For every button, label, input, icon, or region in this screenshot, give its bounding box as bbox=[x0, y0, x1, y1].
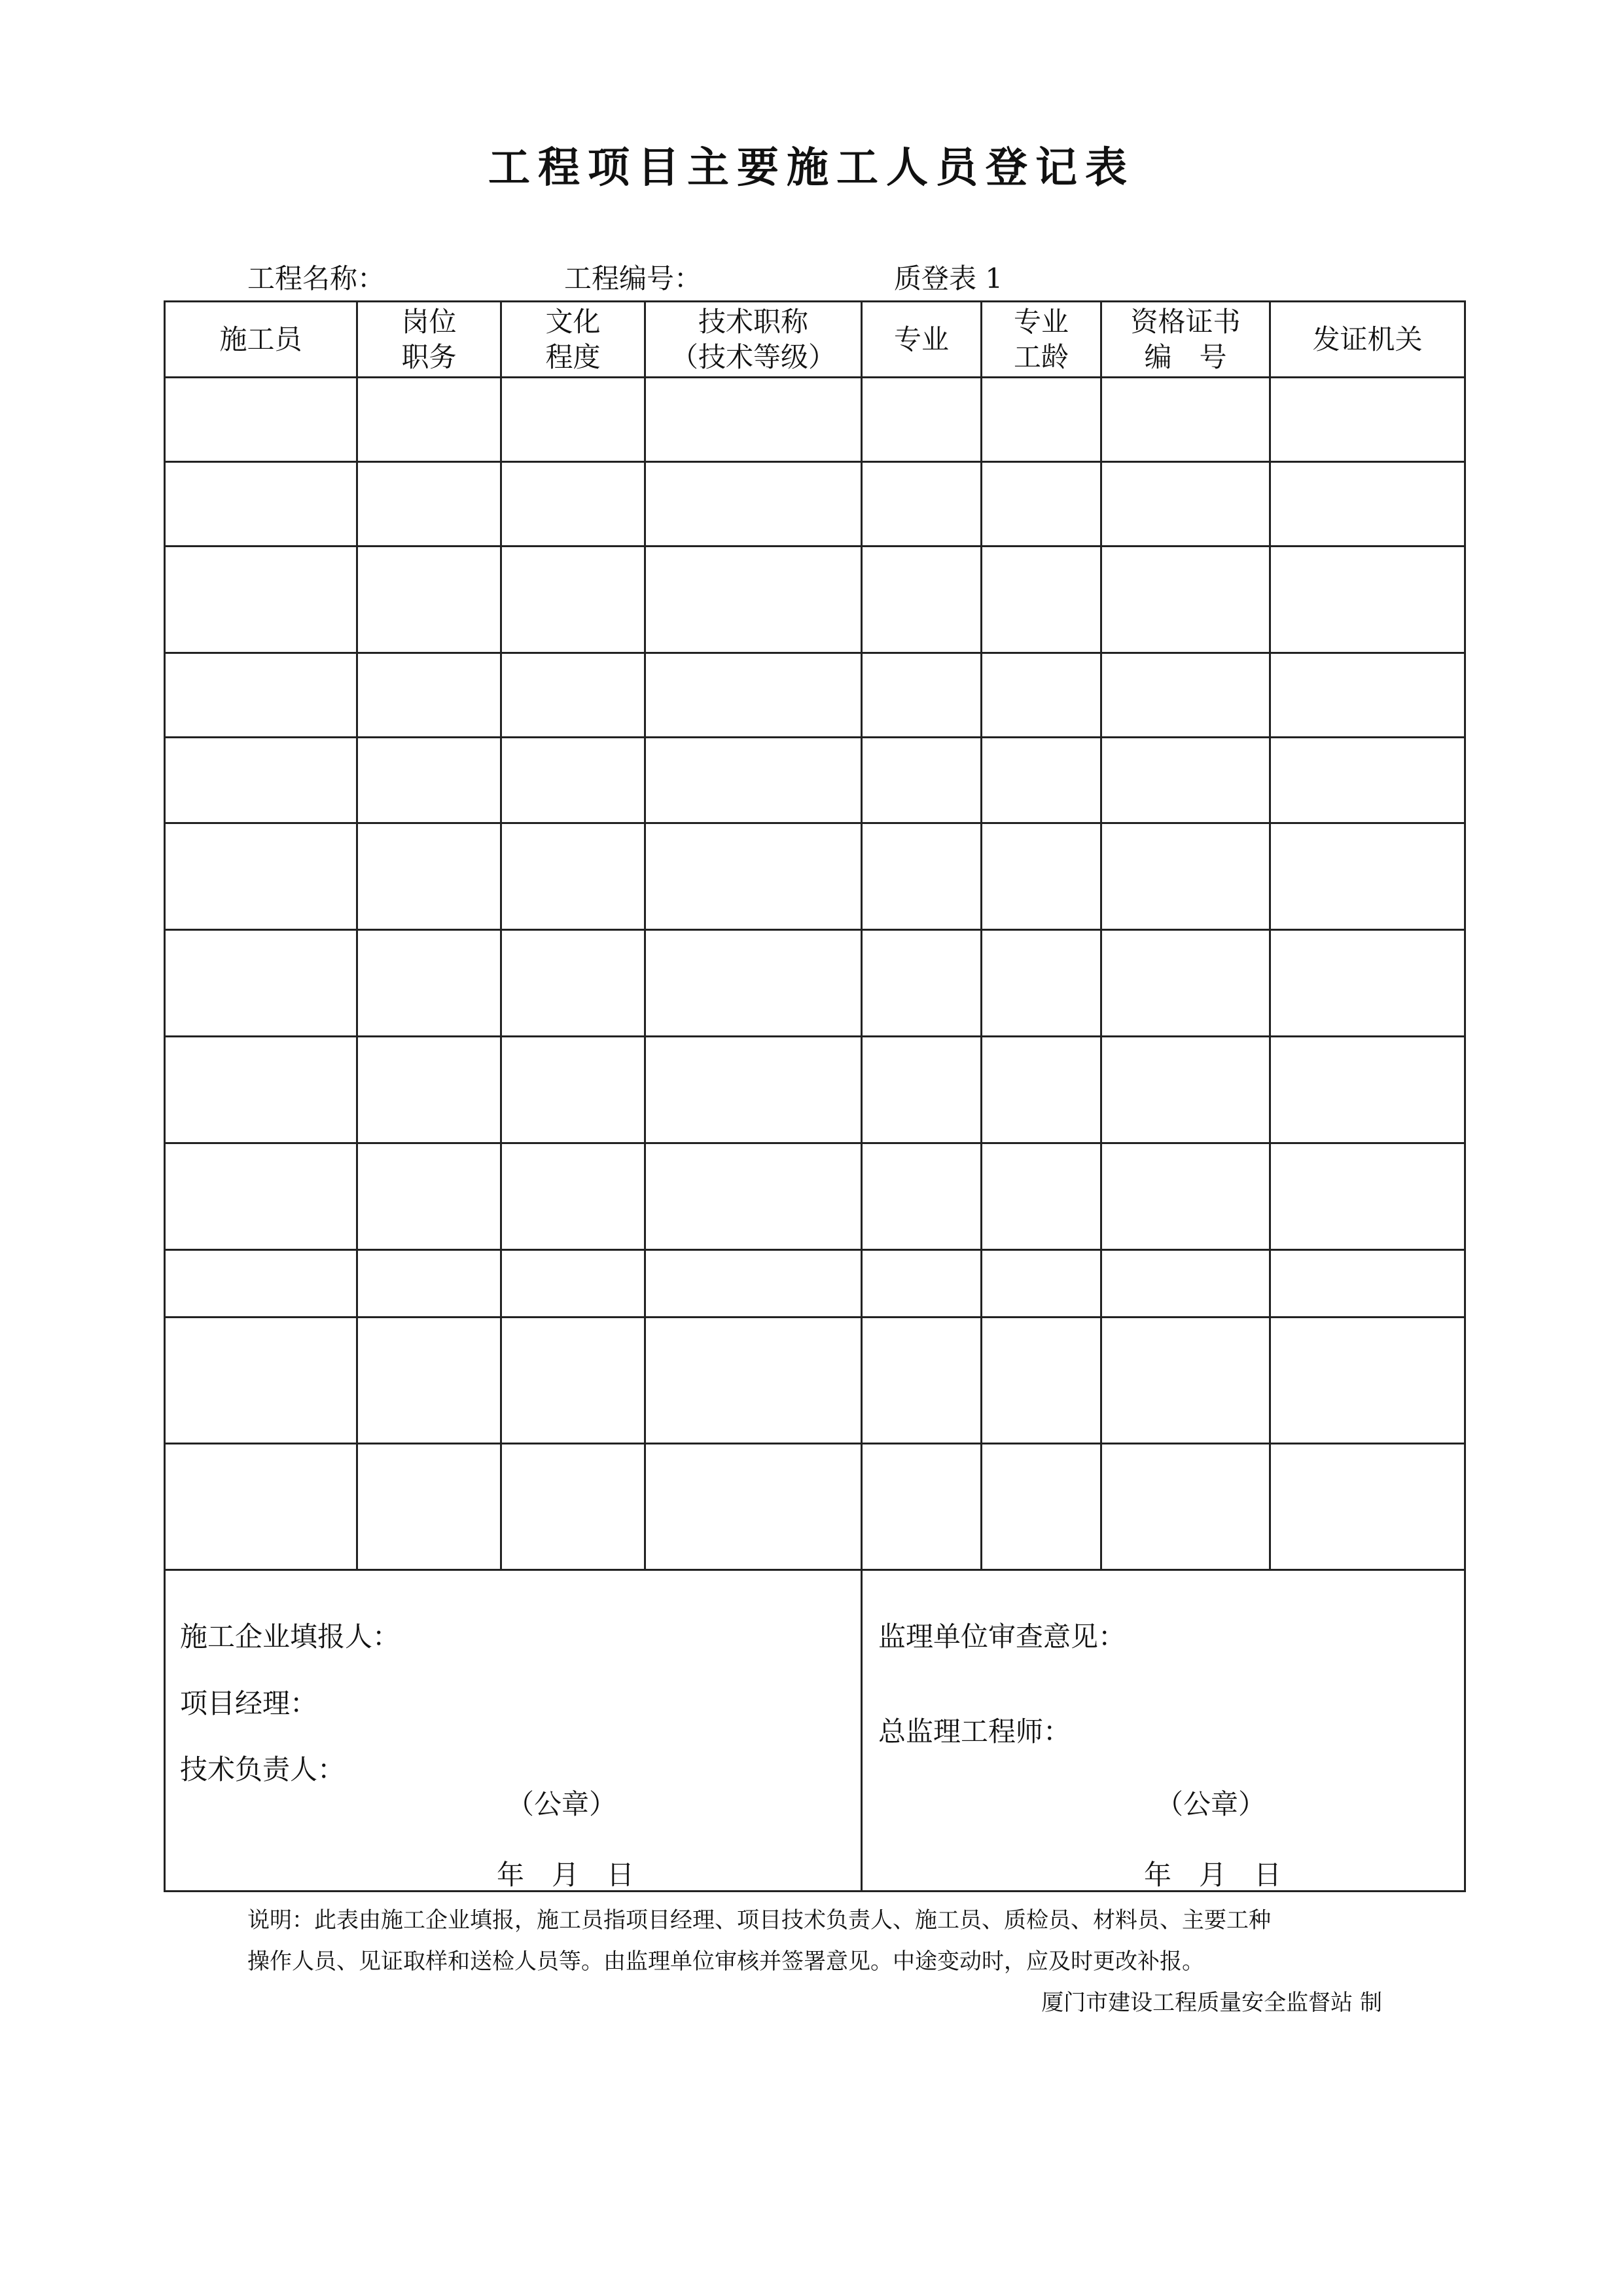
header-certificate-no: 资格证书 编 号 bbox=[1101, 302, 1270, 378]
supervisor-signature-block[interactable] bbox=[862, 1570, 1465, 1892]
supervisor-opinion-label: 监理单位审查意见： bbox=[878, 1621, 1126, 1653]
header-technical-title: 技术职称 （技术等级） bbox=[645, 302, 862, 378]
table-row bbox=[165, 1250, 1465, 1318]
table-row bbox=[165, 1444, 1465, 1570]
form-code: 质登表 1 bbox=[894, 262, 1003, 295]
project-manager-label: 项目经理： bbox=[180, 1687, 318, 1719]
header-issuing-authority: 发证机关 bbox=[1270, 302, 1465, 378]
header-education: 文化 程度 bbox=[501, 302, 645, 378]
header-position: 岗位 职务 bbox=[357, 302, 501, 378]
note-line-1: 说明：此表由施工企业填报，施工员指项目经理、项目技术负责人、施工员、质检员、材料员、主要工种 bbox=[247, 1907, 1271, 1933]
table-row bbox=[165, 930, 1465, 1037]
project-number-label: 工程编号： bbox=[564, 262, 702, 295]
table-row bbox=[165, 462, 1465, 547]
table-row bbox=[165, 1318, 1465, 1444]
supervisor-seal-label: （公章） bbox=[1156, 1788, 1266, 1820]
form-title: 工程项目主要施工人员登记表 bbox=[488, 143, 1135, 192]
header-years: 专业 工龄 bbox=[982, 302, 1101, 378]
contractor-filler-label: 施工企业填报人： bbox=[180, 1621, 401, 1653]
table-row bbox=[165, 823, 1465, 930]
contractor-date-label: 年 月 日 bbox=[497, 1859, 635, 1891]
personnel-table bbox=[164, 300, 1466, 1892]
header-specialty: 专业 bbox=[862, 302, 982, 378]
signature-row bbox=[165, 1570, 1465, 1892]
table-row bbox=[165, 738, 1465, 823]
technical-lead-label: 技术负责人： bbox=[180, 1753, 346, 1785]
table-row bbox=[165, 1143, 1465, 1250]
issuer-credit: 厦门市建设工程质量安全监督站 制 bbox=[1041, 1990, 1382, 2016]
header-constructor: 施工员 bbox=[165, 302, 357, 378]
supervisor-date-label: 年 月 日 bbox=[1144, 1859, 1282, 1891]
table-row bbox=[165, 653, 1465, 738]
table-row bbox=[165, 547, 1465, 653]
header-row bbox=[165, 302, 1465, 378]
table-row bbox=[165, 378, 1465, 462]
chief-supervisor-label: 总监理工程师： bbox=[878, 1715, 1071, 1748]
note-line-2: 操作人员、见证取样和送检人员等。由监理单位审核并签署意见。中途变动时，应及时更改补报。 bbox=[247, 1948, 1204, 1975]
contractor-signature-block[interactable] bbox=[165, 1570, 862, 1892]
table-row bbox=[165, 1037, 1465, 1143]
contractor-seal-label: （公章） bbox=[507, 1788, 617, 1820]
project-name-label: 工程名称： bbox=[247, 262, 385, 295]
